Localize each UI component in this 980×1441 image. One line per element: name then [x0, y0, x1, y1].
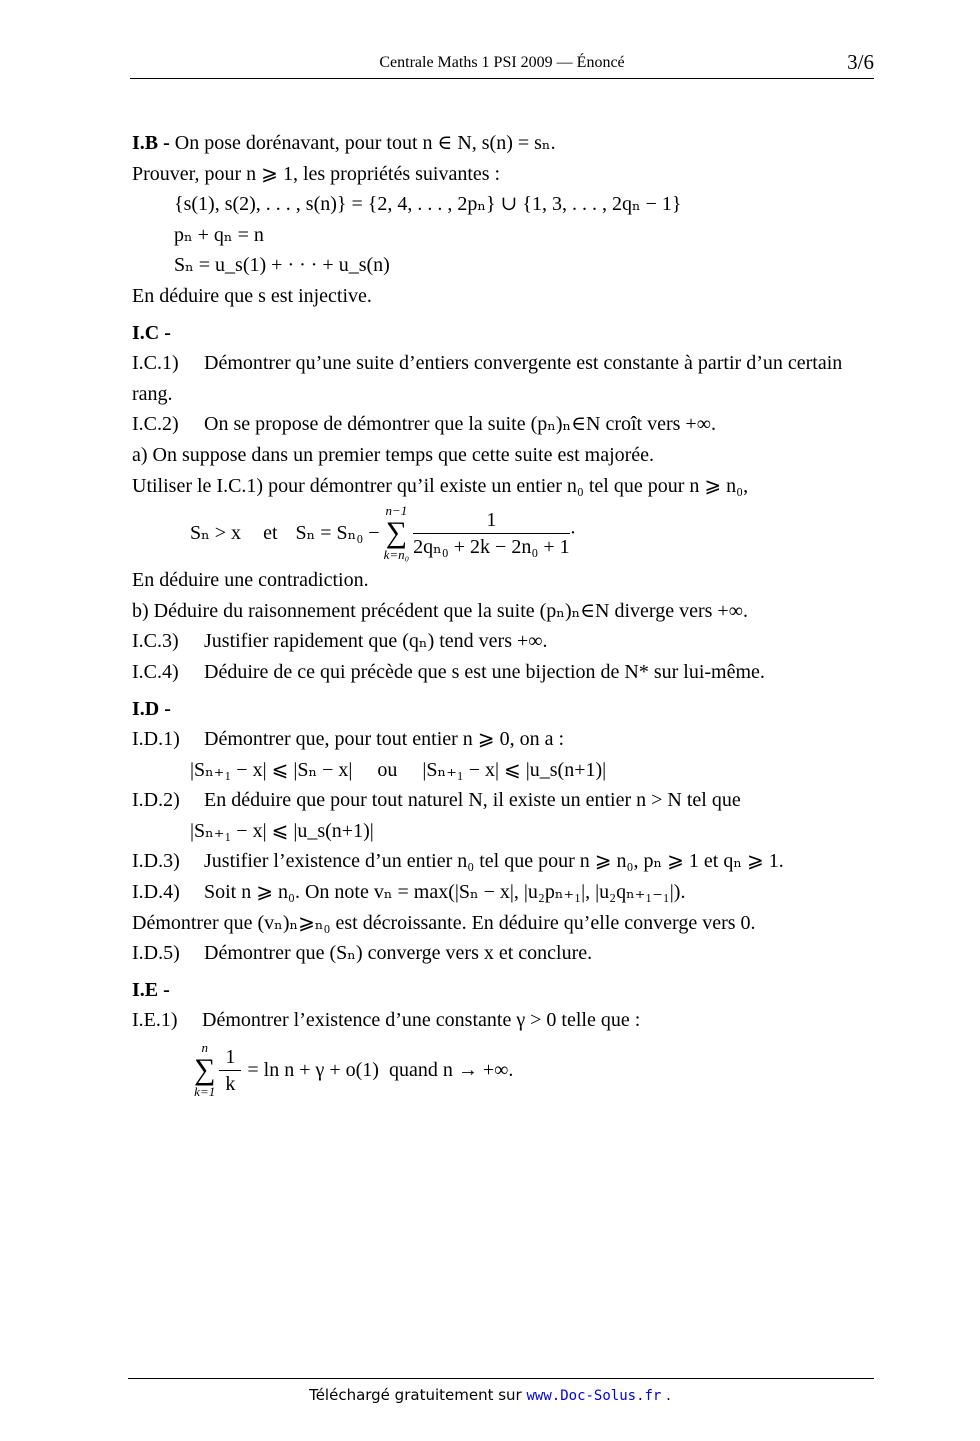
- ic2-eq-mid: Sₙ = Sₙ₀ −: [295, 521, 380, 544]
- footer-end: .: [666, 1386, 671, 1404]
- ic2-use-text: Utiliser le I.C.1) pour démontrer qu’il existe un entier n₀ tel que pour n ⩾ n₀,: [132, 474, 749, 497]
- ic2-sum-top: n−1: [385, 503, 408, 519]
- id3-item: [132, 846, 872, 877]
- ib-prove-text: Prouver, pour n ⩾ 1, les propriétés suivantes :: [132, 162, 501, 185]
- ib-deduce-text: En déduire que s est injective.: [132, 284, 372, 307]
- ib-intro-text: On pose dorénavant, pour tout n ∈ N, s(n) = sₙ.: [169, 132, 556, 154]
- ie1-sum-symbol: [194, 1040, 215, 1100]
- ic2-b-text: b) Déduire du raisonnement précédent que la suite (pₙ)ₙ∈N diverge vers +∞.: [132, 599, 748, 622]
- ie1-fraction: [219, 1044, 241, 1097]
- id4-label: I.D.4): [132, 881, 180, 904]
- ib-equation-2: pₙ + qₙ = n: [174, 223, 264, 246]
- ie1-frac-num: 1: [219, 1044, 241, 1071]
- ie1-text: Démontrer l’existence d’une constante γ > 0 telle que :: [202, 1009, 641, 1032]
- sigma-icon: ∑: [385, 516, 408, 550]
- footer-link[interactable]: www.Doc-Solus.fr: [526, 1388, 662, 1404]
- ic4-text: Déduire de ce qui précède que s est une bijection de N* sur lui-même.: [204, 660, 765, 683]
- id2-equation: |Sₙ₊₁ − x| ⩽ |u_s(n+1)|: [190, 819, 374, 842]
- section-ic-label: I.C -: [132, 321, 171, 344]
- id1-label: I.D.1): [132, 728, 180, 751]
- ic2-sum-symbol: [384, 503, 410, 563]
- document-title: Centrale Maths 1 PSI 2009 — Énoncé: [379, 54, 625, 71]
- id5-label: I.D.5): [132, 942, 180, 965]
- footer-rule: [128, 1378, 874, 1379]
- section-id-label: I.D -: [132, 697, 171, 720]
- id3-text: Justifier l’existence d’un entier n₀ tel que pour n ⩾ n₀, pₙ ⩾ 1 et qₙ ⩾ 1.: [204, 850, 784, 873]
- id1-text: Démontrer que, pour tout entier n ⩾ 0, on a :: [204, 728, 564, 751]
- id2-label: I.D.2): [132, 789, 180, 812]
- ic2-frac-den: 2qₙ₀ + 2k − 2n₀ + 1: [413, 535, 570, 558]
- section-ie-label: I.E -: [132, 978, 170, 1001]
- ic1-text: Démontrer qu’une suite d’entiers convergente est constante à partir d’un certain rang.: [132, 352, 843, 405]
- footer-text: Téléchargé gratuitement sur: [309, 1386, 522, 1404]
- ie1-display-equation: [132, 1038, 872, 1102]
- id4-more-text: Démontrer que (vₙ)ₙ⩾ₙ₀ est décroissante. En déduire qu’elle converge vers 0.: [132, 911, 756, 934]
- section-ib-intro: [132, 128, 872, 159]
- ic2-display-equation: [132, 501, 872, 565]
- id2-text: En déduire que pour tout naturel N, il existe un entier n > N tel que: [204, 789, 741, 812]
- id2-item: [132, 785, 872, 816]
- ic2-fraction: [413, 507, 569, 560]
- id1-equation: |Sₙ₊₁ − x| ⩽ |Sₙ − x| ou |Sₙ₊₁ − x| ⩽ |u_s(n+1)|: [190, 758, 607, 781]
- page-footer: [0, 1386, 980, 1404]
- id5-item: [132, 938, 872, 969]
- ie1-sum-top: n: [201, 1040, 208, 1056]
- ie1-sum-bottom: k=1: [194, 1084, 216, 1100]
- id4-text: Soit n ⩾ n₀. On note vₙ = max(|Sₙ − x|, |u₂pₙ₊₁|, |u₂qₙ₊₁₋₁|).: [204, 881, 686, 904]
- ic2-sum-bottom: k=n₀: [383, 547, 410, 563]
- id1-item: [132, 724, 872, 755]
- ib-equation-3: Sₙ = u_s(1) + · · · + u_s(n): [174, 254, 390, 277]
- ic3-text: Justifier rapidement que (qₙ) tend vers +∞.: [204, 630, 548, 653]
- sigma-icon: ∑: [194, 1053, 216, 1087]
- ic2-eq-left: Sₙ > x: [190, 521, 242, 544]
- ic2-label: I.C.2): [132, 413, 179, 436]
- section-ib-label: I.B -: [132, 132, 170, 154]
- ic2-item: [132, 409, 872, 440]
- ic2-frac-num: 1: [413, 507, 569, 534]
- id3-label: I.D.3): [132, 850, 180, 873]
- ic4-item: [132, 657, 872, 688]
- ic1-item: [132, 348, 872, 409]
- page-header: [130, 52, 874, 79]
- ic2-eq-et: et: [263, 521, 278, 544]
- ic3-item: [132, 626, 872, 657]
- ie1-frac-den: k: [225, 1072, 236, 1095]
- period-mark: ·: [569, 521, 577, 544]
- ic1-label: I.C.1): [132, 352, 179, 375]
- ib-equation-1: {s(1), s(2), . . . , s(n)} = {2, 4, . . . , 2pₙ} ∪ {1, 3, . . . , 2qₙ − 1}: [174, 193, 682, 216]
- id5-text: Démontrer que (Sₙ) converge vers x et conclure.: [204, 942, 593, 965]
- ic2-contra-text: En déduire une contradiction.: [132, 569, 369, 592]
- ie1-eq-rest: = ln n + γ + o(1) quand n → +∞.: [247, 1058, 514, 1081]
- ie1-item: [132, 1005, 872, 1036]
- page-number: 3/6: [847, 50, 874, 74]
- page-content: [132, 128, 872, 1102]
- id4-item: [132, 877, 872, 908]
- ic4-label: I.C.4): [132, 660, 179, 683]
- ie1-label: I.E.1): [132, 1009, 178, 1032]
- ic2-text: On se propose de démontrer que la suite (pₙ)ₙ∈N croît vers +∞.: [204, 413, 716, 436]
- ic3-label: I.C.3): [132, 630, 179, 653]
- ic2-a-text: a) On suppose dans un premier temps que cette suite est majorée.: [132, 443, 655, 466]
